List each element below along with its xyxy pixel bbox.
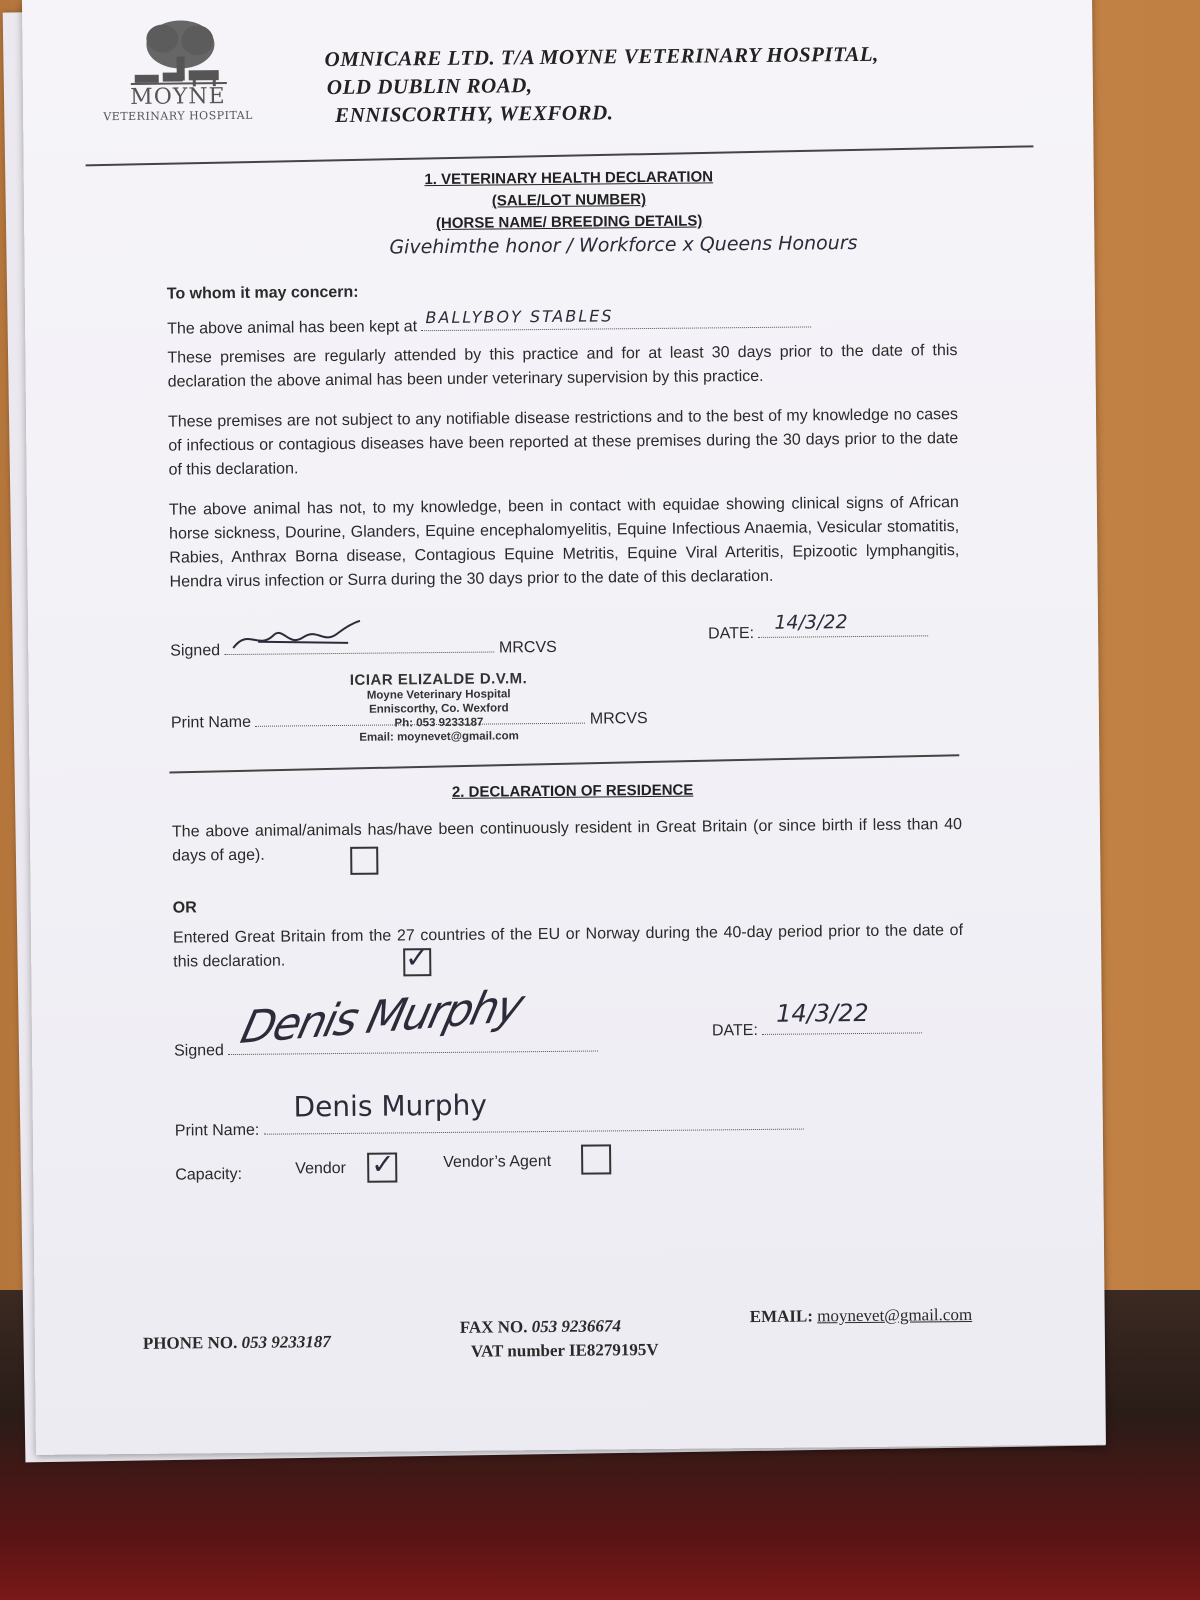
kept-at-line bbox=[167, 306, 867, 342]
section2-title: 2. DECLARATION OF RESIDENCE bbox=[451, 781, 694, 801]
stamp-line-1: Moyne Veterinary Hospital bbox=[366, 688, 511, 702]
declarant-date-line bbox=[711, 998, 923, 1043]
letterhead-line-1: OMNICARE LTD. T/A MOYNE VETERINARY HOSPITAL, bbox=[324, 41, 879, 72]
header-divider bbox=[86, 145, 1034, 166]
footer-phone-label: PHONE NO. bbox=[142, 1332, 238, 1353]
section-divider bbox=[169, 754, 959, 773]
vet-date-field bbox=[758, 611, 928, 638]
moyne-logo bbox=[92, 16, 263, 124]
declaration-document bbox=[22, 0, 1106, 1455]
footer-vat: VAT number IE8279195V bbox=[470, 1339, 659, 1361]
declarant-print-name-field bbox=[264, 1088, 804, 1135]
tree-animals-icon bbox=[122, 16, 233, 89]
stamp-line-2: Enniscorthy, Co. Wexford bbox=[369, 702, 509, 716]
letterhead-address bbox=[324, 40, 879, 129]
vendor-check-icon: ✓ bbox=[371, 1147, 395, 1181]
section2-paragraph-1-text: The above animal/animals has/have been continuously resident in Great Britain (or since birth if less than 40 days of age). bbox=[171, 816, 963, 865]
vendor-label: Vendor bbox=[295, 1159, 347, 1178]
section1-title: 1. VETERINARY HEALTH DECLARATION bbox=[424, 168, 714, 189]
vet-print-name-line bbox=[171, 706, 648, 736]
footer-fax-value: 053 9236674 bbox=[531, 1316, 622, 1337]
footer-fax-label: FAX NO. bbox=[459, 1317, 528, 1337]
vendor-agent-checkbox[interactable] bbox=[581, 1144, 611, 1174]
footer-email-link[interactable]: moynevet@gmail.com bbox=[817, 1304, 973, 1326]
section1-horse-name: (HORSE NAME/ BREEDING DETAILS) bbox=[435, 212, 703, 233]
declarant-signature: Denis Murphy bbox=[235, 979, 528, 1055]
section1-sale-lot: (SALE/LOT NUMBER) bbox=[491, 191, 647, 210]
section2-paragraph-2: Entered Great Britain from the 27 countries of the EU or Norway during the 40-day period prior to the date of this declaration. bbox=[172, 922, 964, 971]
section2-paragraph-1 bbox=[172, 813, 962, 869]
section1-paragraph-2: These premises are not subject to any notifiable disease restrictions and to the best of my knowledge no cases of infectious or contagious diseases have been reported at these premises during the 30 days prior to the date of this declaration. bbox=[167, 406, 959, 479]
logo-subtitle: VETERINARY HOSPITAL bbox=[103, 108, 253, 124]
section1-paragraph-1: These premises are regularly attended by this practice and for at least 30 days prior to the date of this declaration the above animal has been under veterinary supervision by this practice. bbox=[167, 342, 958, 391]
vendor-checkbox[interactable] bbox=[367, 1147, 397, 1182]
kept-at-label: The above animal has been kept at bbox=[167, 318, 418, 338]
declarant-print-name-line bbox=[174, 1088, 804, 1144]
capacity-label: Capacity: bbox=[175, 1165, 243, 1184]
logo-name: MOYNE bbox=[130, 84, 226, 110]
declarant-date-field bbox=[762, 998, 922, 1035]
vet-signed-label: Signed bbox=[170, 642, 221, 660]
footer-phone bbox=[143, 1332, 331, 1354]
footer-fax bbox=[460, 1316, 621, 1338]
horse-breeding-handwritten: Givehimthe honor / Workforce x Queens Honours bbox=[389, 231, 858, 259]
kept-at-value: BALLYBOY STABLES bbox=[425, 306, 614, 328]
footer-phone-value: 053 9233187 bbox=[241, 1332, 331, 1352]
declarant-signed-label: Signed bbox=[174, 1042, 225, 1060]
declarant-date-value: 14/3/22 bbox=[776, 998, 869, 1028]
footer-email bbox=[750, 1305, 973, 1327]
declarant-print-name-label: Print Name: bbox=[174, 1121, 260, 1140]
section1-paragraph-3: The above animal has not, to my knowledge, been in contact with equidae showing clinical signs of African horse sickness, Dourine, Glanders, Equine encephalomyelitis, Equine Infectious Anaemia, Vesicular stomatitis, Rabies, Anthrax Borna disease, Contagious Equine Metritis, Equine Viral Arteritis, Epizootic lymphangitis, Hendra virus infection or Surra during the 30 days prior to the date of this declaration. bbox=[168, 494, 960, 591]
vet-mrcvs-label: MRCVS bbox=[498, 638, 557, 657]
vet-date-value: 14/3/22 bbox=[774, 611, 848, 634]
declarant-date-label: DATE: bbox=[711, 1021, 758, 1040]
entered-checkbox[interactable] bbox=[403, 941, 431, 976]
vet-print-mrcvs-label: MRCVS bbox=[589, 710, 648, 728]
declarant-print-name-value: Denis Murphy bbox=[293, 1088, 488, 1124]
vendor-agent-label: Vendor’s Agent bbox=[443, 1152, 552, 1172]
stamp-line-4: Email: moynevet@gmail.com bbox=[359, 730, 519, 744]
or-separator: OR bbox=[172, 899, 197, 917]
letterhead-line-3: ENNISCORTHY, WEXFORD. bbox=[335, 100, 614, 127]
stamp-line-3: Ph: 053 9233187 bbox=[394, 716, 484, 730]
vet-print-name-label: Print Name bbox=[170, 713, 252, 732]
greeting: To whom it may concern: bbox=[166, 283, 359, 303]
vet-date-label: DATE: bbox=[708, 625, 755, 643]
stamp-vet-name: ICIAR ELIZALDE D.V.M. bbox=[349, 670, 528, 689]
footer-email-label: EMAIL: bbox=[749, 1306, 814, 1327]
vet-signature-icon bbox=[228, 617, 368, 658]
entered-check-icon: ✓ bbox=[405, 941, 429, 975]
resident-checkbox[interactable] bbox=[350, 847, 378, 875]
vet-print-name-field bbox=[255, 707, 585, 727]
vet-date-line bbox=[708, 611, 929, 646]
letterhead-line-2: OLD DUBLIN ROAD, bbox=[326, 73, 533, 100]
kept-at-field bbox=[421, 306, 811, 331]
